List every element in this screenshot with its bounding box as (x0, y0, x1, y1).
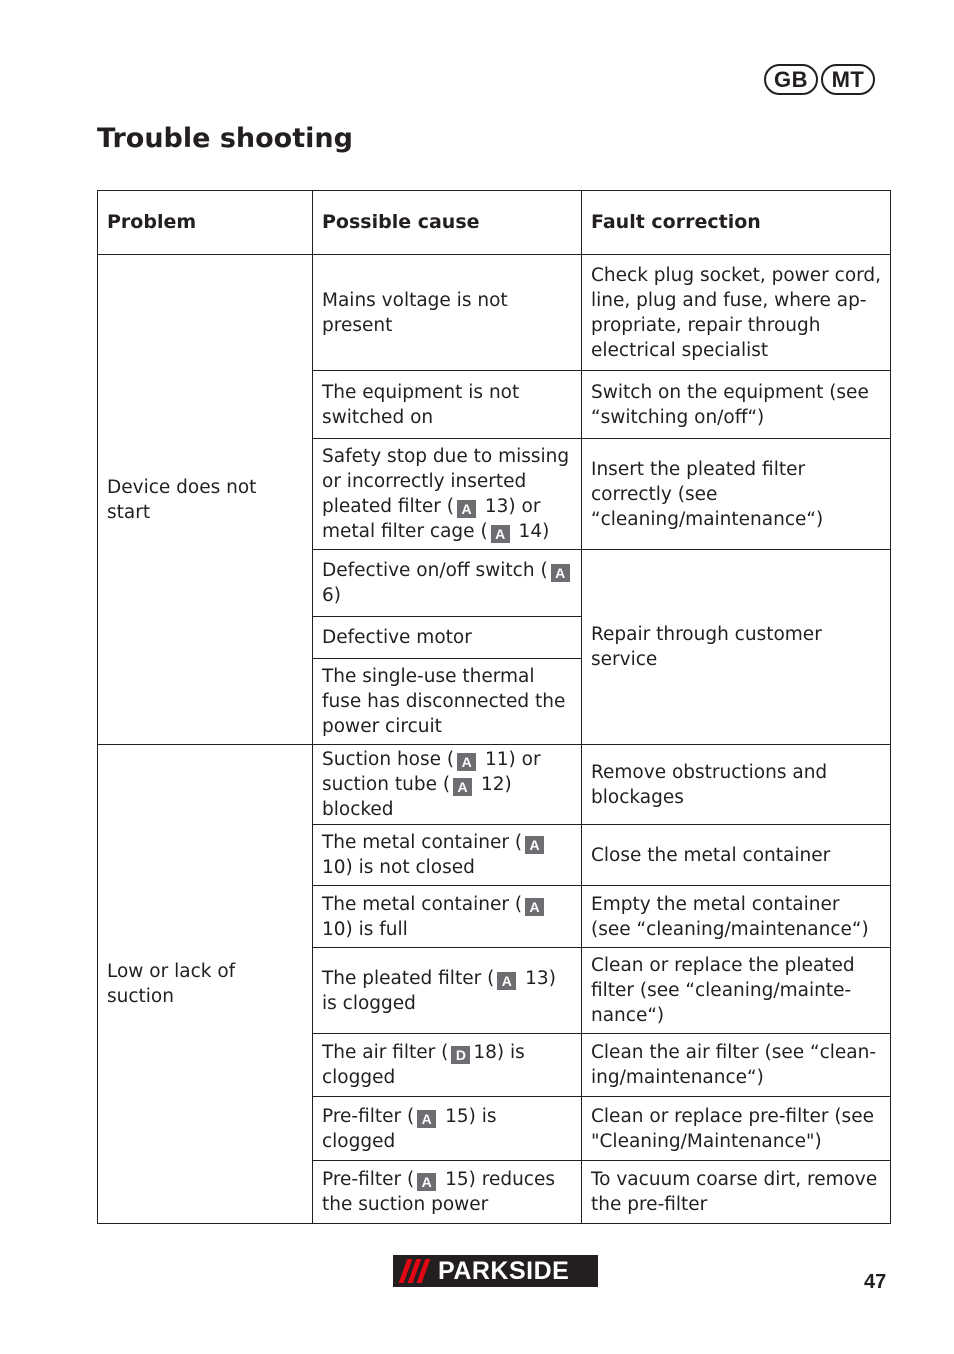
fix-cell: Insert the pleated filter correctly (see “cleaning/maintenance“) (582, 439, 891, 550)
figure-ref-badge: A (457, 500, 476, 518)
problem-cell: Device does not start (98, 255, 313, 745)
cause-cell: Safety stop due to missing or incorrectly inserted pleated filter ( A 13) or metal filter cage ( A 14) (313, 439, 582, 550)
fix-cell: Switch on the equipment (see “switching on/off“) (582, 371, 891, 439)
cause-cell: The equipment is not switched on (313, 371, 582, 439)
figure-ref-badge: A (457, 753, 476, 771)
cause-cell: Defective motor (313, 617, 582, 659)
figure-ref-badge: D (451, 1046, 470, 1064)
header-problem: Problem (98, 191, 313, 255)
troubleshooting-table (97, 190, 891, 1224)
table-row (98, 255, 891, 371)
logo-stripes-icon (403, 1259, 426, 1283)
figure-ref-badge: A (551, 564, 570, 582)
header-fault-correction: Fault correction (582, 191, 891, 255)
language-badges (764, 64, 875, 95)
fix-cell: Clean or replace the pleated filter (see “cleaning/maintenance“) (582, 948, 891, 1034)
language-badge-gb: GB (764, 64, 818, 95)
cause-cell: Defective on/off switch ( A 6) (313, 550, 582, 617)
cause-cell: Suction hose ( A 11) or suction tube ( A 12) blocked (313, 745, 582, 825)
cause-cell: The air filter ( D 18) is clogged (313, 1034, 582, 1097)
figure-ref-badge: A (417, 1110, 436, 1128)
page-number: 47 (864, 1271, 887, 1293)
fix-cell: Repair through customer service (582, 550, 891, 745)
fix-cell: Clean the air filter (see “cleaning/maintenance“) (582, 1034, 891, 1097)
fix-cell: Remove obstructions and blockages (582, 745, 891, 825)
brand-name: PARKSIDE (438, 1256, 570, 1285)
cause-cell: Mains voltage is not present (313, 255, 582, 371)
problem-cell: Low or lack of suction (98, 745, 313, 1224)
header-possible-cause: Possible cause (313, 191, 582, 255)
page-title: Trouble shooting (97, 123, 353, 154)
figure-ref-badge: A (491, 525, 510, 543)
language-badge-mt: MT (821, 64, 875, 95)
cause-cell: The metal container ( A 10) is full (313, 886, 582, 948)
fix-cell: To vacuum coarse dirt, remove the pre-filter (582, 1161, 891, 1224)
fix-cell: Empty the metal container (see “cleaning/maintenance“) (582, 886, 891, 948)
cause-cell: The single-use thermal fuse has disconnected the power circuit (313, 659, 582, 745)
cause-cell: The pleated filter ( A 13) is clogged (313, 948, 582, 1034)
figure-ref-badge: A (417, 1173, 436, 1191)
cause-cell: The metal container ( A 10) is not closed (313, 825, 582, 886)
figure-ref-badge: A (497, 972, 516, 990)
figure-ref-badge: A (525, 898, 544, 916)
table-header-row (98, 191, 891, 255)
parkside-logo (393, 1255, 598, 1287)
figure-ref-badge: A (525, 836, 544, 854)
figure-ref-badge: A (453, 778, 472, 796)
cause-cell: Pre-filter ( A 15) reduces the suction power (313, 1161, 582, 1224)
fix-cell: Check plug socket, power cord, line, plug and fuse, where appropriate, repair through electrical specialist (582, 255, 891, 371)
cause-cell: Pre-filter ( A 15) is clogged (313, 1097, 582, 1161)
fix-cell: Close the metal container (582, 825, 891, 886)
fix-cell: Clean or replace pre-filter (see "Cleaning/Maintenance") (582, 1097, 891, 1161)
table-row (98, 745, 891, 825)
